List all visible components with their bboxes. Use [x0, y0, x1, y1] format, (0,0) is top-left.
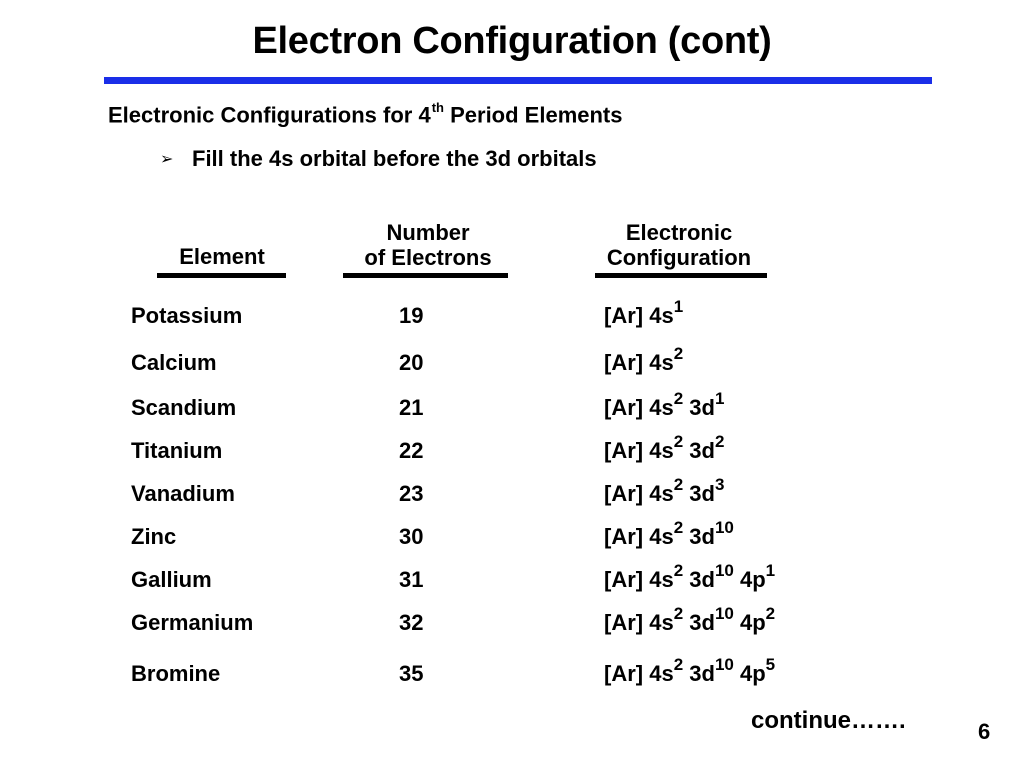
slide-subtitle	[108, 102, 623, 128]
config-term: 3d	[683, 438, 715, 463]
config-term: 4p	[733, 567, 766, 592]
config-term: [Ar] 4s	[604, 350, 674, 375]
config-term: [Ar] 4s	[604, 395, 674, 420]
column-header-element	[152, 244, 292, 269]
config-term: [Ar] 4s	[604, 661, 674, 686]
electron-configuration	[604, 431, 725, 464]
element-name: Germanium	[131, 610, 254, 635]
electron-configuration	[604, 560, 776, 593]
config-term: [Ar] 4s	[604, 481, 674, 506]
element-name: Titanium	[131, 438, 223, 463]
config-term: 4p	[733, 661, 766, 686]
electron-count: 32	[399, 610, 424, 635]
element-name: Scandium	[131, 395, 237, 420]
config-term: 3d	[683, 661, 715, 686]
config-term: [Ar] 4s	[604, 303, 674, 328]
electron-configuration	[604, 517, 734, 550]
header-element-label: Element	[179, 244, 265, 269]
continue-label: continue…….	[751, 707, 906, 734]
config-superscript: 3	[714, 474, 725, 494]
config-term: [Ar] 4s	[604, 610, 674, 635]
config-term: [Ar] 4s	[604, 567, 674, 592]
table-row	[0, 603, 1024, 640]
config-term: 3d	[683, 524, 715, 549]
electron-count: 35	[399, 661, 424, 686]
electron-count: 20	[399, 350, 424, 375]
config-superscript: 2	[673, 431, 684, 451]
config-term: 3d	[683, 610, 715, 635]
subtitle-superscript: th	[431, 100, 444, 115]
electron-configuration	[604, 603, 776, 636]
config-superscript: 2	[714, 431, 725, 451]
config-superscript: 10	[714, 517, 734, 537]
config-term: 3d	[683, 567, 715, 592]
header-underline-electrons	[343, 273, 508, 278]
table-row	[0, 296, 1024, 333]
electron-configuration	[604, 343, 684, 376]
electron-configuration	[604, 654, 776, 687]
config-superscript: 2	[673, 560, 684, 580]
table-row	[0, 431, 1024, 468]
config-superscript: 1	[673, 296, 684, 316]
config-term: 3d	[683, 395, 715, 420]
config-term: [Ar] 4s	[604, 524, 674, 549]
config-superscript: 10	[714, 603, 734, 623]
header-underline-element	[157, 273, 286, 278]
config-term: 4p	[733, 610, 766, 635]
arrow-bullet-icon: ➢	[160, 151, 174, 168]
header-config-line1: Electronic	[625, 220, 733, 245]
header-electrons-line2: of Electrons	[364, 245, 492, 270]
element-name: Potassium	[131, 303, 243, 328]
config-superscript: 2	[673, 603, 684, 623]
config-superscript: 2	[673, 474, 684, 494]
config-superscript: 1	[714, 388, 725, 408]
config-superscript: 2	[673, 388, 684, 408]
element-name: Vanadium	[131, 481, 235, 506]
electron-configuration	[604, 388, 725, 421]
config-superscript: 10	[714, 654, 734, 674]
title-divider	[104, 77, 932, 84]
electron-count: 21	[399, 395, 424, 420]
table-row	[0, 560, 1024, 597]
config-superscript: 10	[714, 560, 734, 580]
electron-count: 31	[399, 567, 424, 592]
slide-title: Electron Configuration (cont)	[252, 20, 772, 62]
element-name: Bromine	[131, 661, 221, 686]
table-row	[0, 517, 1024, 554]
column-header-electrons	[330, 220, 526, 270]
element-name: Zinc	[131, 524, 177, 549]
config-superscript: 1	[765, 560, 776, 580]
table-row	[0, 343, 1024, 380]
header-electrons-line1: Number	[386, 220, 470, 245]
subtitle-suffix: Period Elements	[443, 102, 623, 128]
table-row	[0, 474, 1024, 511]
electron-count: 19	[399, 303, 424, 328]
config-superscript: 2	[673, 654, 684, 674]
bullet-text: Fill the 4s orbital before the 3d orbitals	[192, 146, 597, 171]
table-row	[0, 654, 1024, 691]
table-row	[0, 388, 1024, 425]
header-config-line2: Configuration	[606, 245, 752, 270]
element-name: Gallium	[131, 567, 212, 592]
config-term: [Ar] 4s	[604, 438, 674, 463]
subtitle-prefix: Electronic Configurations for 4	[108, 102, 431, 128]
element-name: Calcium	[131, 350, 217, 375]
bullet-point	[160, 146, 597, 172]
config-superscript: 2	[673, 343, 684, 363]
config-superscript: 2	[765, 603, 776, 623]
header-underline-configuration	[595, 273, 767, 278]
page-number: 6	[978, 719, 991, 744]
config-superscript: 5	[765, 654, 776, 674]
config-superscript: 2	[673, 517, 684, 537]
electron-count: 23	[399, 481, 424, 506]
electron-configuration	[604, 474, 725, 507]
electron-count: 30	[399, 524, 424, 549]
column-header-configuration	[586, 220, 772, 270]
config-term: 3d	[683, 481, 715, 506]
electron-configuration	[604, 296, 684, 329]
electron-count: 22	[399, 438, 424, 463]
